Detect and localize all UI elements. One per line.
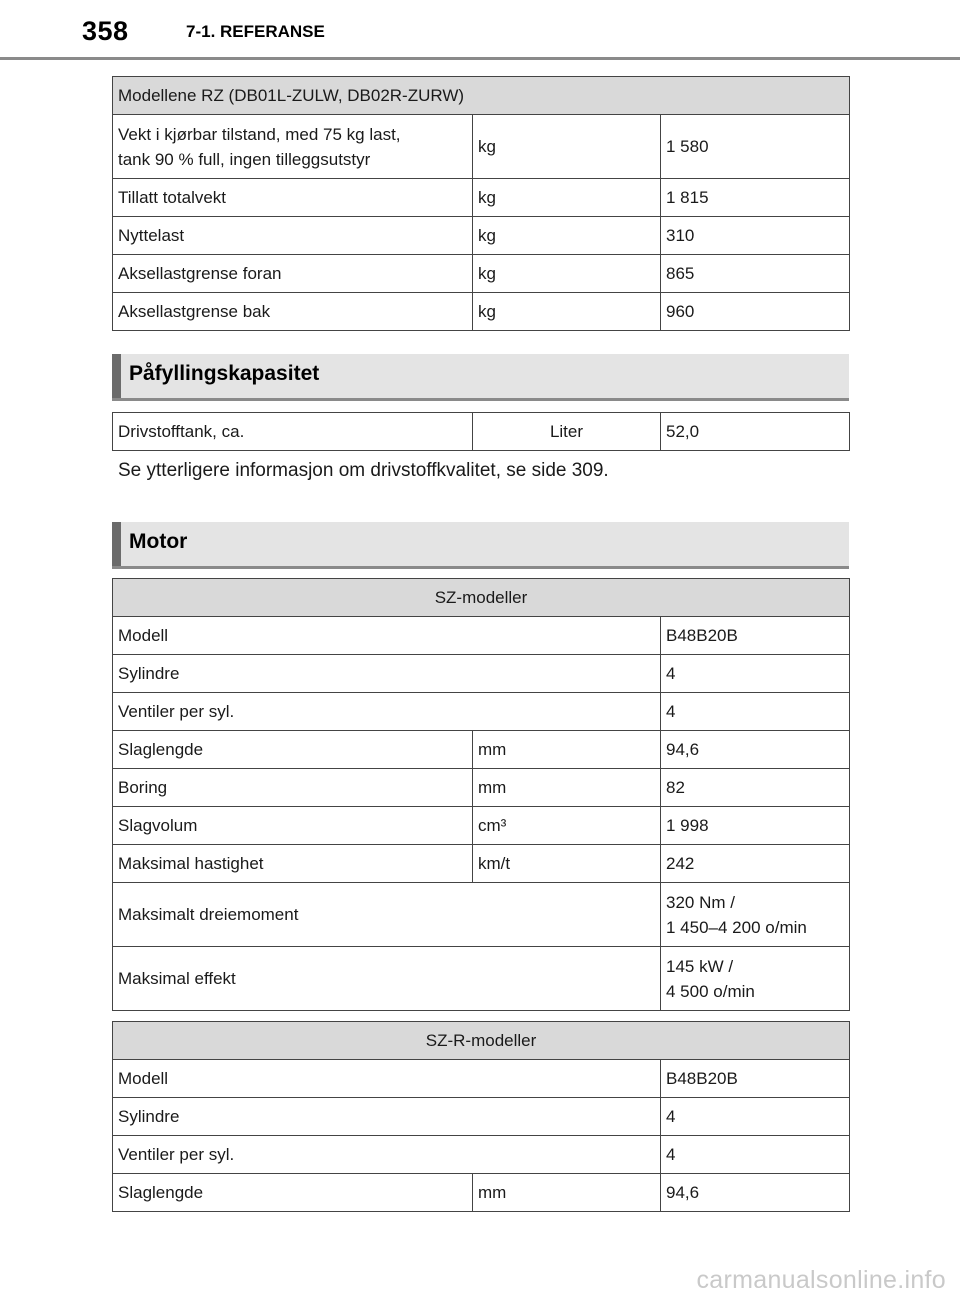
row-label: Maksimal hastighet [113, 845, 473, 883]
row-value [661, 947, 850, 1011]
sz-engine-table [112, 578, 850, 1011]
table-row [113, 807, 850, 845]
row-label: Tillatt totalvekt [113, 179, 473, 217]
row-unit: cm³ [473, 807, 661, 845]
weights-table-title: Modellene RZ (DB01L-ZULW, DB02R-ZURW) [113, 77, 850, 115]
table-row [113, 655, 850, 693]
szr-engine-table [112, 1021, 850, 1212]
table-row [113, 731, 850, 769]
table-row [113, 1060, 850, 1098]
table-row [113, 115, 850, 179]
table-row [113, 617, 850, 655]
row-unit: kg [473, 179, 661, 217]
table-row [113, 845, 850, 883]
szr-table-title: SZ-R-modeller [113, 1022, 850, 1060]
capacity-heading: Påfyllingskapasitet [129, 362, 320, 385]
row-label: Ventiler per syl. [113, 1136, 661, 1174]
table-row [113, 1174, 850, 1212]
row-value-line1: 320 Nm / [666, 892, 735, 912]
row-unit: mm [473, 1174, 661, 1212]
row-value: 4 [661, 693, 850, 731]
table-row [113, 293, 850, 331]
row-value: 242 [661, 845, 850, 883]
capacity-heading-band [112, 354, 849, 401]
table-row [113, 179, 850, 217]
watermark: carmanualsonline.info [696, 1266, 946, 1294]
row-unit: mm [473, 731, 661, 769]
row-label: Slagvolum [113, 807, 473, 845]
row-value: 1 815 [661, 179, 850, 217]
table-row [113, 255, 850, 293]
row-value-line1: 145 kW / [666, 956, 734, 976]
row-label: Drivstofftank, ca. [113, 413, 473, 451]
capacity-table [112, 412, 850, 451]
row-label: Maksimal effekt [113, 947, 661, 1011]
row-value: 82 [661, 769, 850, 807]
row-value: 865 [661, 255, 850, 293]
row-value: 1 998 [661, 807, 850, 845]
row-unit: kg [473, 217, 661, 255]
row-unit: mm [473, 769, 661, 807]
sz-table-title: SZ-modeller [113, 579, 850, 617]
engine-heading: Motor [129, 530, 188, 553]
row-unit: Liter [473, 413, 661, 451]
row-label: Modell [113, 617, 661, 655]
table-row [113, 947, 850, 1011]
row-label: Slaglengde [113, 731, 473, 769]
row-value: 310 [661, 217, 850, 255]
row-label: Aksellastgrense bak [113, 293, 473, 331]
row-label-line2: tank 90 % full, ingen tilleggsutstyr [118, 149, 371, 169]
row-label: Sylindre [113, 1098, 661, 1136]
weights-table [112, 76, 850, 331]
page-number: 358 [82, 16, 129, 46]
table-row [113, 413, 850, 451]
row-value: 94,6 [661, 1174, 850, 1212]
table-row [113, 1098, 850, 1136]
row-value: 960 [661, 293, 850, 331]
row-label-line1: Vekt i kjørbar tilstand, med 75 kg last, [118, 124, 401, 144]
row-label: Boring [113, 769, 473, 807]
row-value: B48B20B [661, 1060, 850, 1098]
section-title: 7-1. REFERANSE [186, 22, 325, 41]
row-value [661, 883, 850, 947]
row-value: 4 [661, 655, 850, 693]
row-value: 4 [661, 1098, 850, 1136]
table-row [113, 883, 850, 947]
page-header [0, 0, 960, 60]
table-row [113, 769, 850, 807]
row-label: Aksellastgrense foran [113, 255, 473, 293]
row-unit: kg [473, 255, 661, 293]
table-row [113, 1136, 850, 1174]
row-value: 1 580 [661, 115, 850, 179]
engine-heading-band [112, 522, 849, 569]
row-label [113, 115, 473, 179]
row-value: 94,6 [661, 731, 850, 769]
table-row [113, 693, 850, 731]
fuel-quality-note: Se ytterligere informasjon om drivstoffkvalitet, se side 309. [118, 460, 609, 481]
row-unit: kg [473, 115, 661, 179]
row-value-line2: 4 500 o/min [666, 981, 755, 1001]
row-label: Sylindre [113, 655, 661, 693]
header-rule [0, 57, 960, 60]
row-label: Slaglengde [113, 1174, 473, 1212]
table-row [113, 217, 850, 255]
row-value: B48B20B [661, 617, 850, 655]
row-value: 52,0 [661, 413, 850, 451]
row-label: Ventiler per syl. [113, 693, 661, 731]
row-value-line2: 1 450–4 200 o/min [666, 917, 807, 937]
row-unit: km/t [473, 845, 661, 883]
row-value: 4 [661, 1136, 850, 1174]
row-label: Modell [113, 1060, 661, 1098]
row-label: Maksimalt dreiemoment [113, 883, 661, 947]
row-label: Nyttelast [113, 217, 473, 255]
row-unit: kg [473, 293, 661, 331]
